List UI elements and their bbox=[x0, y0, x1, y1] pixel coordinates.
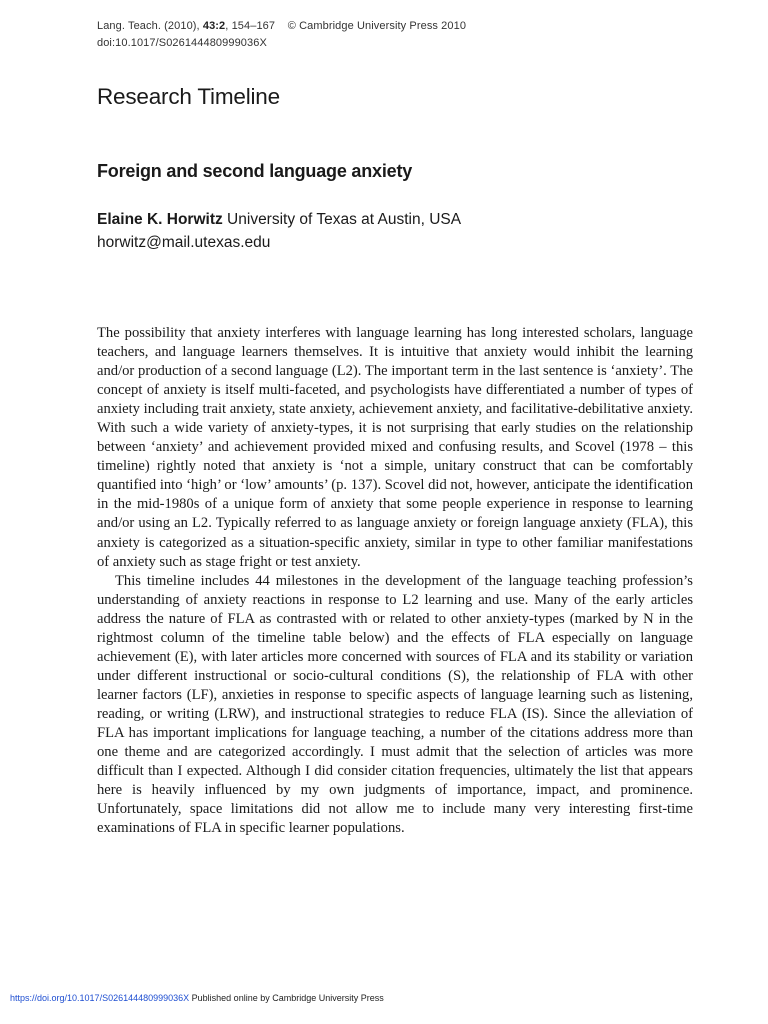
citation-line bbox=[97, 18, 466, 35]
paragraph: The possibility that anxiety interferes with language learning has long interested scholars, language teachers, and language learners themselves. It is intuitive that anxiety would inhibit the learning and/or production of a second language (L2). The important term in the last sentence is ‘anxiety’. The concept of anxiety is itself multi-faceted, and psychologists have differentiated a number of types of anxiety including trait anxiety, state anxiety, achievement anxiety, and facilitative-debilitative anxiety. With such a wide variety of anxiety-types, it is not surprising that early studies on the relationship between ‘anxiety’ and achievement provided mixed and confusing results, and Scovel (1978 – this timeline) rightly noted that anxiety is ‘not a simple, unitary construct that can be comfortably quantified into ‘high’ or ‘low’ amounts’ (p. 137). Scovel did not, however, anticipate the identification in the mid-1980s of a unique form of anxiety that some people experience in response to learning and/or using an L2. Typically referred to as language anxiety or foreign language anxiety (FLA), this anxiety is categorized as a situation-specific anxiety, similar in type to other familiar manifestations of anxiety such as stage fright or test anxiety. bbox=[97, 325, 693, 570]
copyright: © Cambridge University Press 2010 bbox=[287, 20, 467, 32]
paragraph: This timeline includes 44 milestones in the development of the language teaching profession’s understanding of anxiety reactions in response to L2 learning and use. Many of the early articles address the nature of FLA as contrasted with or related to other anxiety-types (marked by N in the rightmost column of the timeline table below) and the effects of FLA especially on language achievement (E), with later articles more concerned with sources of FLA and its stability or variation under different instructional or socio-cultural conditions (S), the relationship of FLA with other learner factors (LF), anxieties in response to specific aspects of language learning such as listening, reading, or writing (LRW), and instructional strategies to reduce FLA (IS). Since the alleviation of FLA has important implications for language teaching, a number of the citations address more than one theme and are categorized accordingly. I must admit that the selection of articles was more difficult than I expected. Although I did consider citation frequencies, ultimately the list that appears here is heavily influenced by my own judgments of importance, impact, and prominence. Unfortunately, space limitations did not allow me to include many very interesting first-time examinations of FLA in specific learner populations. bbox=[97, 572, 693, 837]
published-notice: Published online by Cambridge University Press bbox=[189, 993, 384, 1003]
article-body bbox=[97, 324, 693, 838]
author-block bbox=[97, 208, 461, 254]
section-title: Research Timeline bbox=[97, 84, 280, 109]
journal-header bbox=[97, 18, 466, 52]
doi-line: doi:10.1017/S026144480999036X bbox=[97, 37, 267, 49]
page-range: , 154–167 bbox=[225, 20, 276, 32]
author-line bbox=[97, 208, 461, 231]
volume-issue: 43:2 bbox=[202, 20, 226, 32]
journal-name: Lang. Teach. (2010), bbox=[97, 20, 203, 32]
author-name: Elaine K. Horwitz bbox=[97, 211, 223, 228]
author-affiliation: University of Texas at Austin, USA bbox=[222, 211, 462, 228]
article-title: Foreign and second language anxiety bbox=[97, 161, 413, 181]
author-email[interactable]: horwitz@mail.utexas.edu bbox=[97, 234, 271, 251]
page-footer bbox=[10, 993, 384, 1003]
doi-link[interactable]: https://doi.org/10.1017/S026144480999036X bbox=[10, 993, 190, 1003]
